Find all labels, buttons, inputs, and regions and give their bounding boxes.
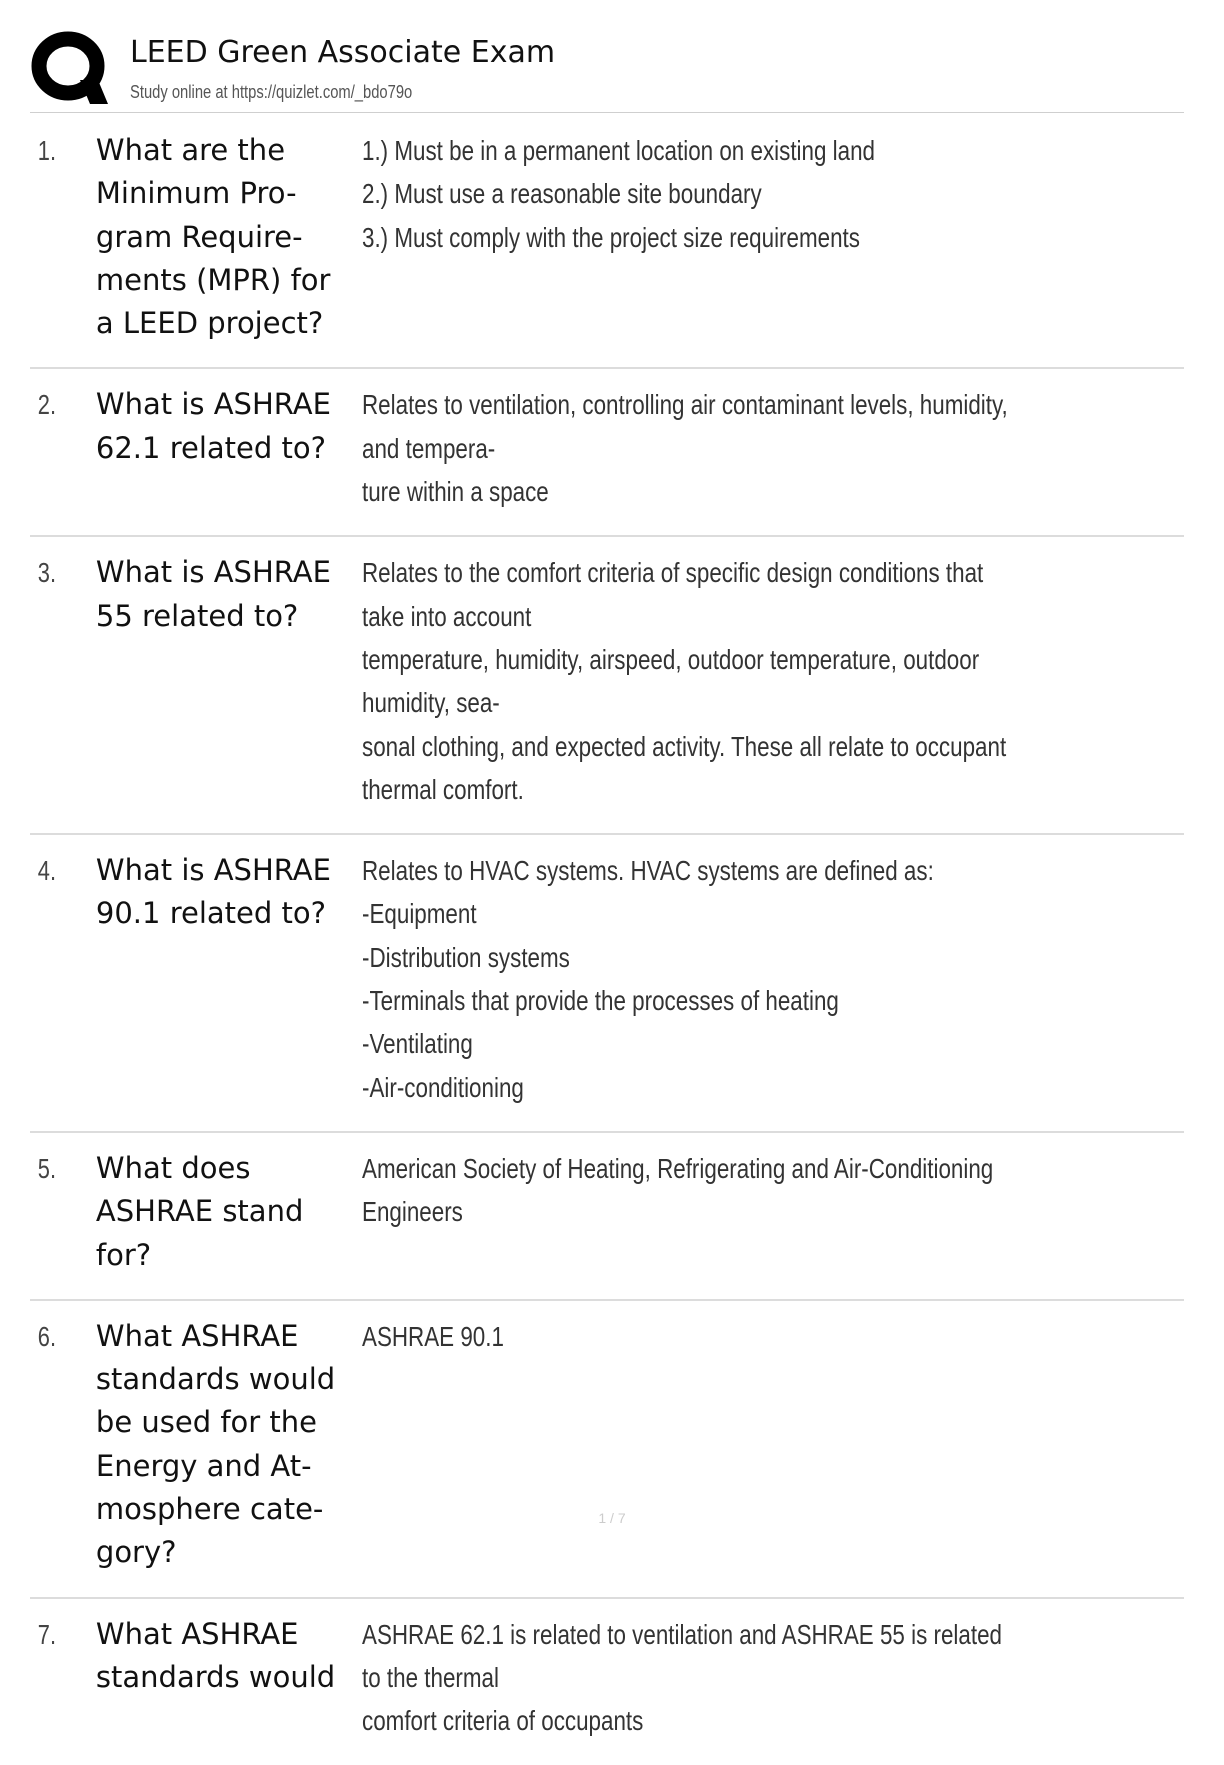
flashcard-row — [30, 537, 1184, 835]
card-term: What ASHRAE standards would — [95, 1616, 336, 1694]
flashcard-row — [30, 115, 1184, 369]
card-term: What is ASHRAE 55 related to? — [95, 555, 331, 633]
flashcard-row — [30, 835, 1184, 1133]
card-term: What does ASHRAE stand for? — [95, 1150, 304, 1272]
page-number: 1 / 7 — [598, 1510, 626, 1526]
card-definition: ASHRAE 90.1 — [361, 1320, 504, 1352]
card-number: 7. — [37, 1618, 57, 1650]
card-number: 5. — [37, 1152, 57, 1184]
card-number: 1. — [37, 135, 57, 166]
card-definition: Relates to ventilation, controlling air contaminant levels, humidity, and tempera- ture within a space — [361, 389, 1008, 508]
card-definition: ASHRAE 62.1 is related to ventilation and ASHRAE 55 is related to the thermal comfort criteria of occupants — [361, 1618, 1002, 1737]
card-number: 2. — [37, 389, 57, 421]
study-online-link[interactable]: Study online at https://quizlet.com/_bdo79o — [130, 82, 413, 102]
card-number: 4. — [37, 855, 57, 887]
card-definition: Relates to HVAC systems. HVAC systems are defined as: -Equipment -Distribution systems -Terminals that provide the processes of heating -Ventilating -Air-conditioning — [361, 855, 934, 1103]
card-number: 3. — [37, 557, 57, 589]
card-term: What are the Minimum Pro- gram Require- ments (MPR) for a LEED project? — [95, 133, 331, 341]
card-definition: 1.) Must be in a permanent location on existing land 2.) Must use a reasonable site boundary 3.) Must comply with the project size requirements — [361, 135, 875, 253]
document-title: LEED Green Associate Exam — [130, 35, 556, 70]
header-divider — [30, 112, 1184, 113]
card-definition: Relates to the comfort criteria of specific design conditions that take into account temperature, humidity, airspeed, outdoor temperature, outdoor humidity, sea- sonal clothing, and expected activity. These all relate to occupant thermal comfort. — [361, 557, 1007, 805]
card-definition: American Society of Heating, Refrigerating and Air-Conditioning Engineers — [361, 1152, 994, 1228]
card-term: What is ASHRAE 62.1 related to? — [95, 387, 331, 465]
card-term: What ASHRAE standards would be used for the Energy and At- mosphere cate- gory? — [95, 1318, 336, 1570]
flashcard-row — [30, 1133, 1184, 1301]
card-term: What is ASHRAE 90.1 related to? — [95, 853, 331, 931]
quizlet-q-logo-icon — [30, 28, 110, 108]
flashcard-row — [30, 1599, 1184, 1765]
flashcard-row — [30, 369, 1184, 537]
document-header — [30, 28, 1184, 114]
flashcard-row — [30, 1301, 1184, 1599]
card-number: 6. — [37, 1320, 57, 1352]
